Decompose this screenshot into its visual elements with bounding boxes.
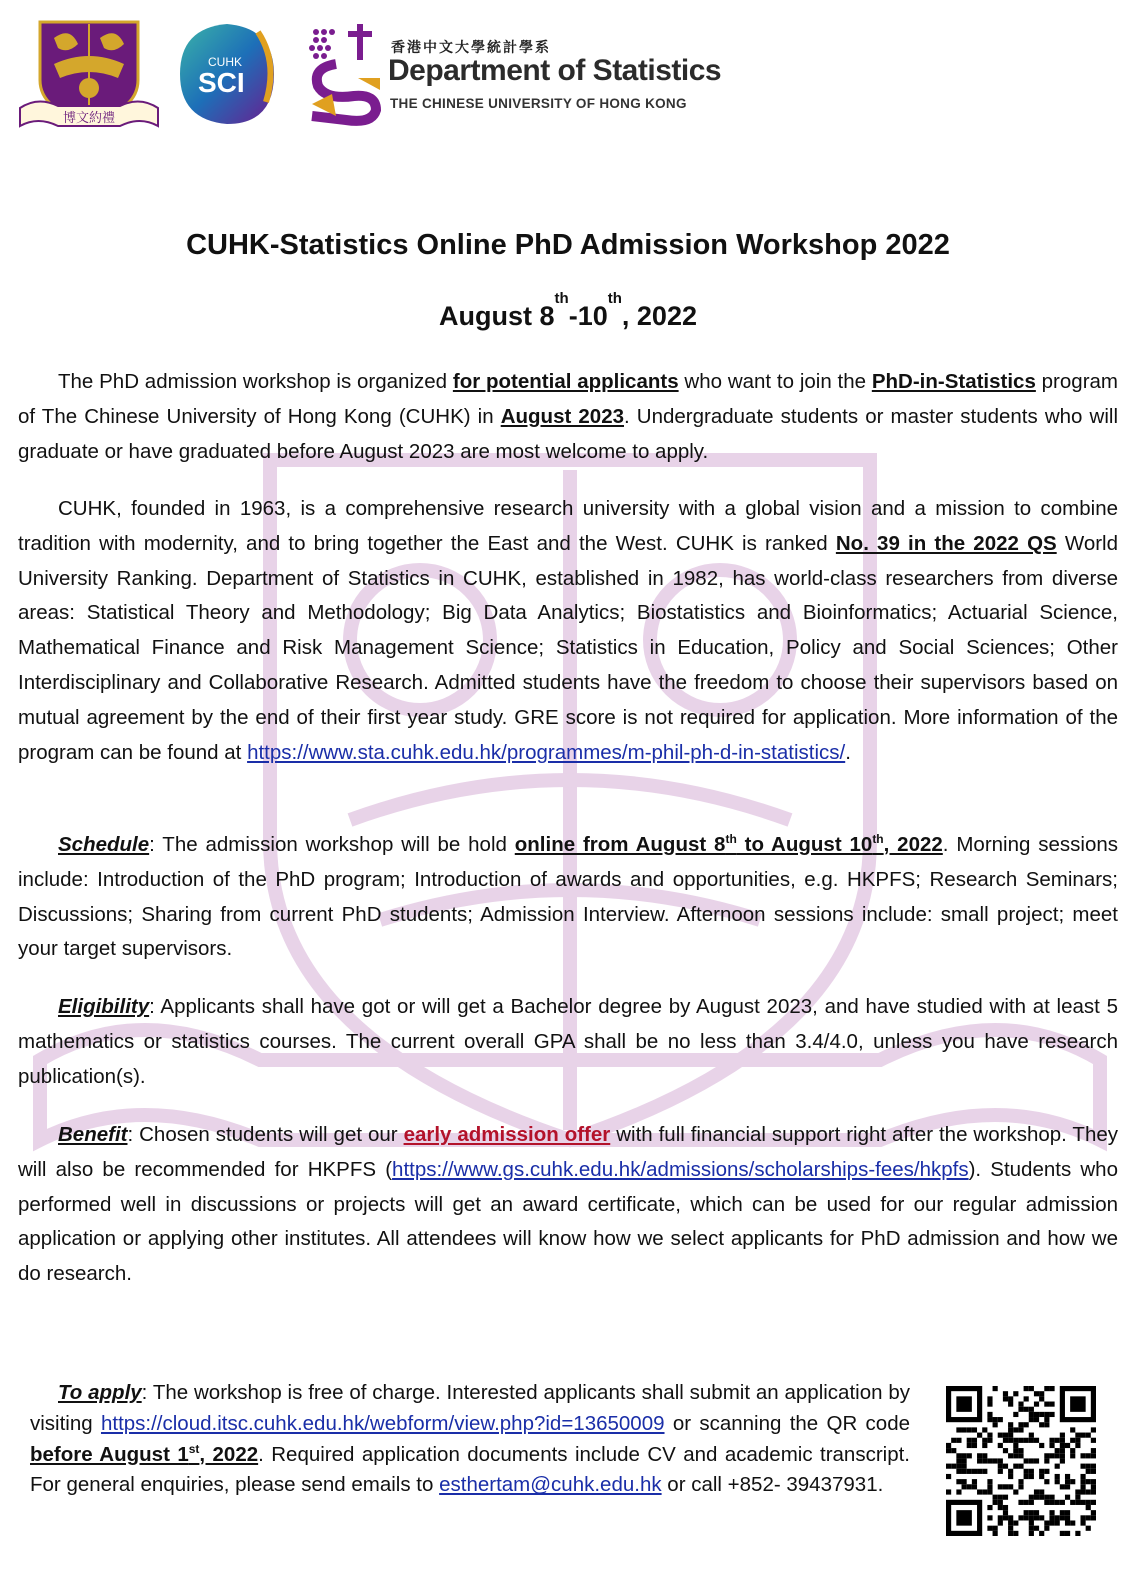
benefit-paragraph: Benefit: Chosen students will get our early admission offer with full financial support right after the workshop. They will also be recommended for HKPFS (https://www.gs.cuhk.edu.hk/admissions/scholarships-fees/hkpfs). Students who performed well in discussions or projects will get an award certificate, which can be used for our regular admission application or applying other institutes. All attendees will know how we select applicants for PhD admission and how we do research. bbox=[18, 1123, 1118, 1286]
programme-link[interactable]: https://www.sta.cuhk.edu.hk/programmes/m-phil-ph-d-in-statistics/ bbox=[247, 740, 846, 764]
dept-name: Department of Statistics bbox=[388, 54, 722, 87]
qr-code-icon[interactable] bbox=[946, 1386, 1096, 1536]
event-date: August 8th-10th, 2022 bbox=[439, 290, 697, 331]
page-title: CUHK-Statistics Online PhD Admission Workshop 2022 bbox=[186, 229, 950, 261]
schedule-label: Schedule bbox=[58, 833, 150, 856]
svg-text:SCI: SCI bbox=[198, 67, 245, 98]
university-name: THE CHINESE UNIVERSITY OF HONG KONG bbox=[390, 96, 687, 111]
about-paragraph: CUHK, founded in 1963, is a comprehensive research university with a global vision and a mission to combine tradition with modernity, and to bring together the East and the West. CUHK is ranked No. 39 in the 2022 QS World University Ranking. Department of Statistics in CUHK, established in 1982, has world-class researchers from diverse areas: Statistical Theory and Methodology; Big Data Analytics; Biostatistics and Bioinformatics; Actuarial Science, Mathematical Finance and Risk Management Science; Statistics in Education, Policy and Social Sciences; Other Interdisciplinary and Collaborative Research. Admitted students have the freedom to choose their supervisors based on mutual agreement by the end of their first year study. GRE score is not required for application. More information of the program can be found at https://www.sta.cuhk.edu.hk/programmes/m-phil-ph-d-in-statistics/. bbox=[18, 497, 1119, 764]
apply-label: To apply bbox=[58, 1381, 142, 1404]
cuhk-sci-logo-icon bbox=[178, 22, 276, 126]
eligibility-label: Eligibility bbox=[58, 995, 150, 1018]
header bbox=[0, 0, 1136, 140]
schedule-paragraph: Schedule: The admission workshop will be hold online from August 8th to August 10th, 2022. Morning sessions include: Introduction of the PhD program; Introduction of awards and opportunities, e.g. HKPFS; Research Seminars; Discussions; Sharing from current PhD students; Admission Interview. Afternoon sessions include: small project; meet your target supervisors. bbox=[18, 832, 1119, 961]
email-link[interactable]: esthertam@cuhk.edu.hk bbox=[439, 1473, 662, 1497]
dept-chinese-name: 香港中文大學統計學系 bbox=[391, 39, 551, 55]
apply-paragraph: To apply: The workshop is free of charge. Interested applicants shall submit an application by visiting https://cloud.itsc.cuhk.edu.hk/webform/view.php?id=13650009 or scanning the QR code before August 1st, 2022. Required application documents include CV and academic transcript. For general enquiries, please send emails to esthertam@cuhk.edu.hk or call +852- 39437931. bbox=[30, 1381, 911, 1497]
benefit-label: Benefit bbox=[58, 1123, 128, 1146]
eligibility-paragraph: Eligibility: Applicants shall have got or will get a Bachelor degree by August 2023, and have studied with at least 5 mathematics or statistics courses. The current overall GPA shall be no less than 3.4/4.0, unless you have research publication(s). bbox=[18, 995, 1118, 1088]
hkpfs-link[interactable]: https://www.gs.cuhk.edu.hk/admissions/scholarships-fees/hkpfs bbox=[392, 1157, 969, 1181]
svg-text:CUHK: CUHK bbox=[208, 55, 243, 69]
statistics-dept-logo-icon bbox=[306, 20, 384, 126]
svg-text:博文約禮: 博文約禮 bbox=[62, 111, 116, 126]
cuhk-crest-icon bbox=[18, 18, 160, 130]
early-admission-offer: early admission offer bbox=[403, 1123, 611, 1146]
application-form-link[interactable]: https://cloud.itsc.cuhk.edu.hk/webform/view.php?id=13650009 bbox=[100, 1411, 665, 1435]
intro-paragraph: The PhD admission workshop is organized for potential applicants who want to join the PhD-in-Statistics program of The Chinese University of Hong Kong (CUHK) in August 2023. Undergraduate students or master students who will graduate or have graduated before August 2023 are most welcome to apply. bbox=[18, 370, 1118, 463]
